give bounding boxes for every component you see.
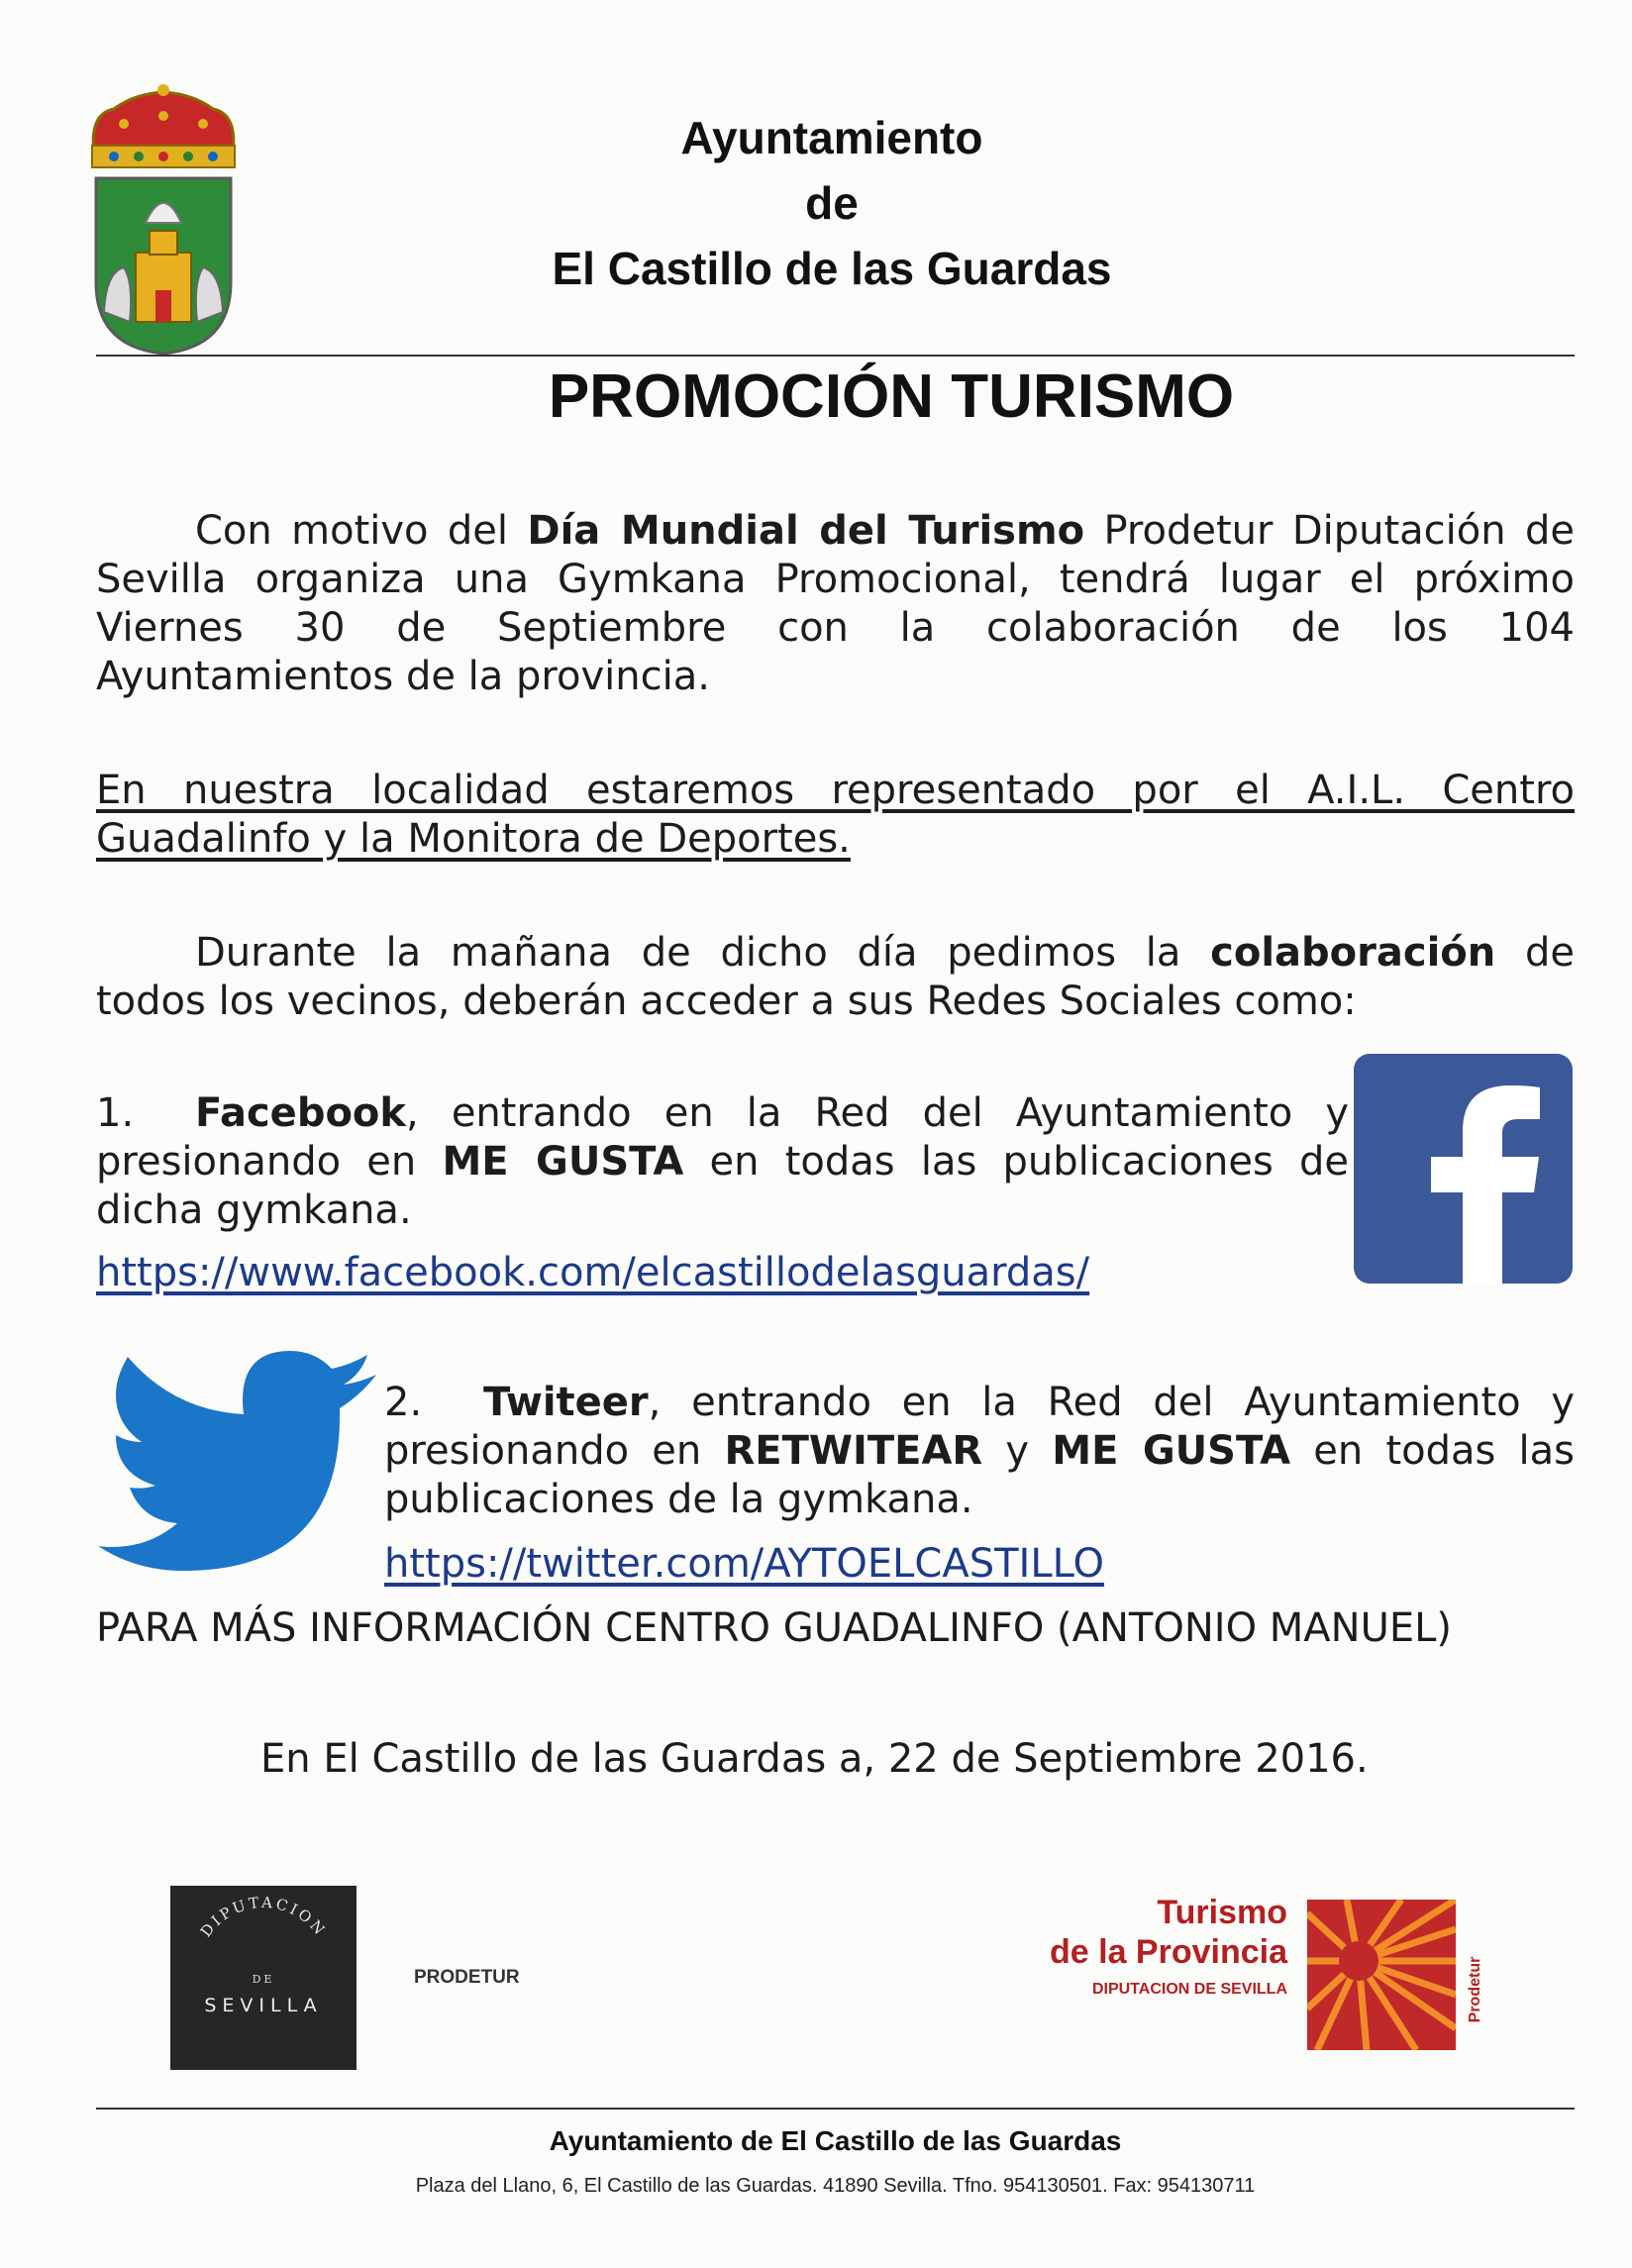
twitter-line2-c: y (982, 1428, 1053, 1474)
turismo-logo-line-2: de la Provincia (1050, 1933, 1287, 1971)
p3-bold: colaboración (1210, 930, 1496, 976)
p3-lead: Durante la mañana de dicho día pedimos la (195, 930, 1211, 976)
p1-line-3: Viernes 30 de Septiembre con la colaboración de los 104 (96, 605, 1575, 651)
facebook-item-name: Facebook (195, 1090, 407, 1136)
twitter-item-number: 2. (384, 1380, 423, 1425)
twitter-line2-e: en todas las (1290, 1428, 1576, 1474)
turismo-logo-line-1: Turismo (1157, 1894, 1287, 1931)
footer-divider (96, 2108, 1575, 2110)
p1-bold: Día Mundial del Turismo (527, 508, 1085, 554)
p3-rest: de (1495, 930, 1575, 976)
date-line: En El Castillo de las Guardas a, 22 de Septiembre 2016. (260, 1736, 1369, 1782)
paragraph-2 (96, 767, 1575, 864)
footer-title: Ayuntamiento de El Castillo de las Guardas (549, 2125, 1122, 2156)
diputacion-top-text: DIPUTACION (196, 1893, 331, 1941)
p2-line-1: En nuestra localidad estaremos representado por el A.I.L. Centro (96, 768, 1575, 813)
footer-address: Plaza del Llano, 6, El Castillo de las Guardas. 41890 Sevilla. Tfno. 954130501. Fax: 954130711 (415, 2175, 1256, 2197)
p1-line-2: Sevilla organiza una Gymkana Promocional, tendrá lugar el próximo (96, 557, 1575, 602)
p2-line-2: Guadalinfo y la Monitora de Deportes. (96, 816, 851, 862)
p1-lead: Con motivo del (195, 508, 528, 554)
p3-line-2: todos los vecinos, deberán acceder a sus Redes Sociales como: (96, 979, 1357, 1024)
facebook-icon (1354, 1054, 1573, 1284)
p1-rest: Prodetur Diputación de (1084, 508, 1575, 554)
turismo-logo-line-3: DIPUTACION DE SEVILLA (1091, 1981, 1287, 1998)
twitter-me-gusta: ME GUSTA (1052, 1428, 1291, 1474)
facebook-line2-a: presionando en (96, 1139, 443, 1185)
facebook-me-gusta: ME GUSTA (442, 1139, 684, 1185)
twitter-line2-a: presionando en (384, 1428, 725, 1474)
diputacion-bottom-text: SEVILLA (204, 1995, 323, 2016)
twitter-retwitear: RETWITEAR (724, 1428, 983, 1474)
header-line-1: Ayuntamiento (680, 112, 983, 163)
twitter-line-3: publicaciones de la gymkana. (384, 1477, 973, 1522)
p1-line-4: Ayuntamientos de la provincia. (96, 654, 710, 699)
facebook-item-rest: , entrando en la Red del Ayuntamiento y (406, 1090, 1349, 1136)
paragraph-3 (96, 929, 1575, 1026)
page-title: PROMOCIÓN TURISMO (548, 362, 1235, 431)
coat-of-arms-logo (84, 84, 243, 361)
twitter-item (384, 1379, 1575, 1524)
header-line-2: de (805, 177, 859, 229)
diputacion-mid-text: DE (252, 1973, 275, 1986)
twitter-bird-icon (94, 1347, 381, 1590)
info-line: PARA MÁS INFORMACIÓN CENTRO GUADALINFO (ANTONIO MANUEL) (96, 1605, 1453, 1651)
twitter-item-rest: , entrando en la Red del Ayuntamiento y (648, 1380, 1575, 1425)
paragraph-1 (96, 507, 1575, 701)
turismo-side-label: Prodetur (1467, 1956, 1483, 2023)
facebook-item (96, 1089, 1349, 1235)
twitter-link[interactable]: https://twitter.com/AYTOELCASTILLO (384, 1541, 1104, 1587)
facebook-line2-c: en todas las publicaciones de (683, 1139, 1350, 1185)
svg-text:DIPUTACION (197, 1894, 330, 1941)
facebook-item-number: 1. (96, 1090, 135, 1136)
facebook-line-3: dicha gymkana. (96, 1187, 412, 1233)
prodetur-label: PRODETUR (414, 1967, 520, 1988)
diputacion-sevilla-logo (170, 1886, 357, 2070)
sun-logo-icon (1307, 1900, 1456, 2050)
twitter-item-name: Twiteer (483, 1380, 649, 1425)
header-divider (96, 355, 1575, 357)
facebook-link[interactable]: https://www.facebook.com/elcastillodelasguardas/ (96, 1250, 1090, 1295)
header-line-3: El Castillo de las Guardas (552, 243, 1112, 294)
